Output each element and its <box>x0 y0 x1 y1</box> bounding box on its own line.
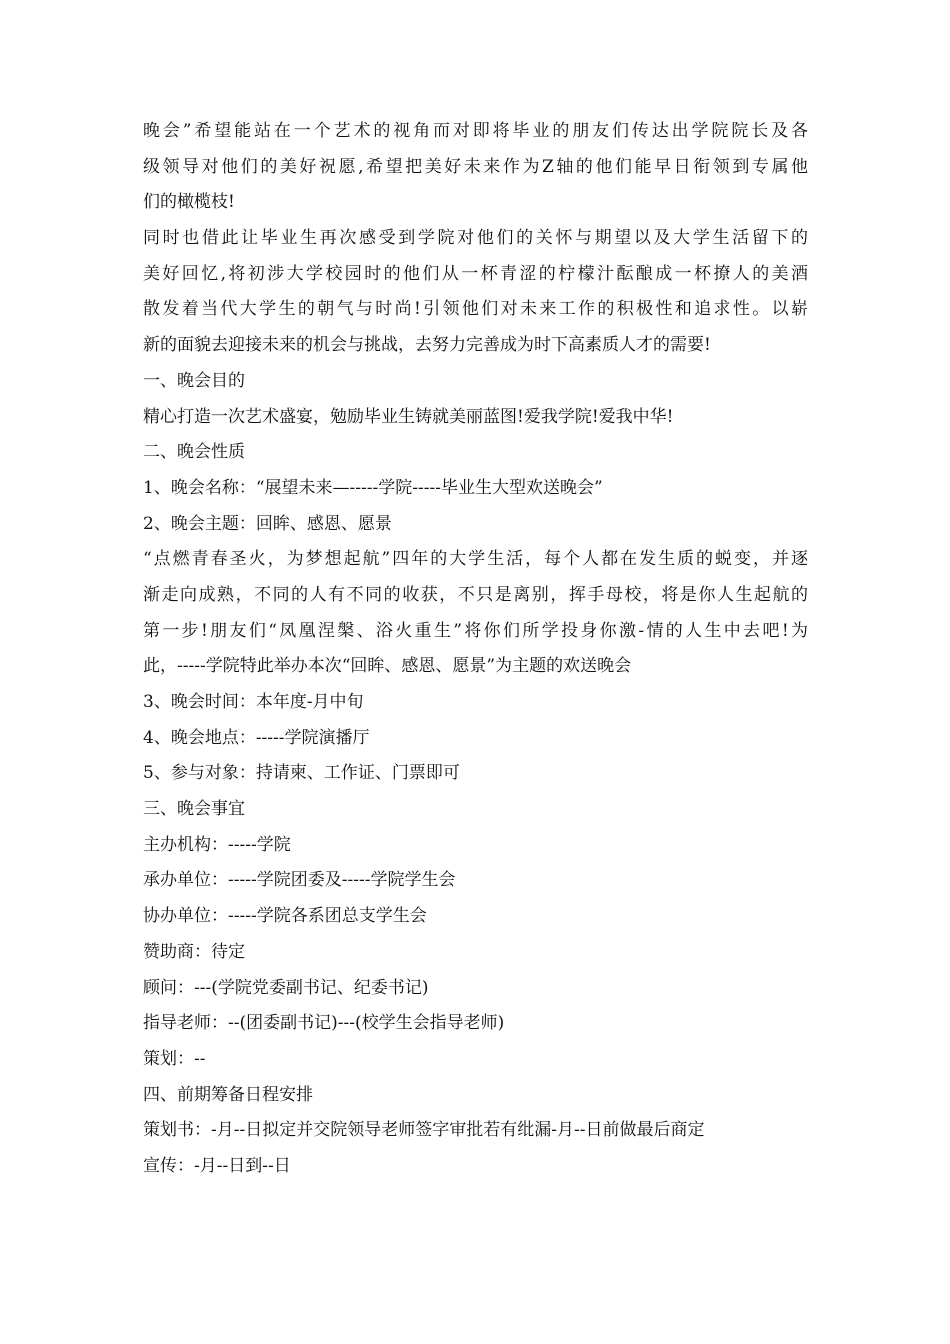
detail-line: 顾问：---(学院党委副书记、纪委书记) <box>143 977 429 998</box>
detail-line: 承办单位：-----学院团委及-----学院学生会 <box>143 870 456 891</box>
detail-line: 策划：-- <box>143 1048 206 1069</box>
detail-line: 宣传：-月--日到--日 <box>143 1155 291 1176</box>
list-item: 1、晚会名称：“展望未来—-----学院-----毕业生大型欢送晚会” <box>143 477 603 498</box>
detail-line: 主办机构：-----学院 <box>143 834 291 855</box>
paragraph-line: 们的橄榄枝! <box>143 192 235 213</box>
paragraph-line: 此，-----学院特此举办本次“回眸、感恩、愿景”为主题的欢送晚会 <box>143 656 632 677</box>
section-heading: 四、前期筹备日程安排 <box>143 1084 313 1105</box>
paragraph-line: 美好回忆,将初涉大学校园时的他们从一杯青涩的柠檬汁酝酿成一杯撩人的美酒 <box>143 263 808 284</box>
paragraph-line: 渐走向成熟，不同的人有不同的收获，不只是离别，挥手母校，将是你人生起航的 <box>143 584 808 605</box>
detail-line: 指导老师：--(团委副书记)---(校学生会指导老师) <box>143 1013 505 1034</box>
section-heading: 三、晚会事宜 <box>143 799 245 820</box>
paragraph-line: “点燃青春圣火，为梦想起航”四年的大学生活，每个人都在发生质的蜕变，并逐 <box>143 549 808 570</box>
paragraph-line: 级领导对他们的美好祝愿,希望把美好未来作为Z轴的他们能早日衔领到专属他 <box>143 156 808 177</box>
list-item: 3、晚会时间：本年度-月中旬 <box>143 692 364 712</box>
detail-line: 赞助商：待定 <box>143 941 245 962</box>
section-heading: 二、晚会性质 <box>143 442 245 463</box>
list-item: 5、参与对象：持请柬、工作证、门票即可 <box>143 763 460 784</box>
detail-line: 协办单位：-----学院各系团总支学生会 <box>143 906 427 927</box>
paragraph-line: 精心打造一次艺术盛宴，勉励毕业生铸就美丽蓝图!爱我学院!爱我中华! <box>143 406 674 427</box>
paragraph-line: 第一步!朋友们“凤凰涅槃、浴火重生”将你们所学投身你激-情的人生中去吧!为 <box>143 620 808 641</box>
document-body <box>143 114 808 1185</box>
paragraph-line: 新的面貌去迎接未来的机会与挑战，去努力完善成为时下高素质人才的需要! <box>143 335 711 356</box>
list-item: 2、晚会主题：回眸、感恩、愿景 <box>143 513 392 534</box>
paragraph-line: 晚会”希望能站在一个艺术的视角而对即将毕业的朋友们传达出学院院长及各 <box>143 121 808 141</box>
detail-line: 策划书：-月--日拟定并交院领导老师签字审批若有纰漏-月--日前做最后商定 <box>143 1120 705 1141</box>
paragraph-line: 同时也借此让毕业生再次感受到学院对他们的关怀与期望以及大学生活留下的 <box>143 228 808 249</box>
list-item: 4、晚会地点：-----学院演播厅 <box>143 727 370 748</box>
paragraph-line: 散发着当代大学生的朝气与时尚!引领他们对未来工作的积极性和追求性。以崭 <box>143 299 808 320</box>
section-heading: 一、晚会目的 <box>143 370 245 391</box>
